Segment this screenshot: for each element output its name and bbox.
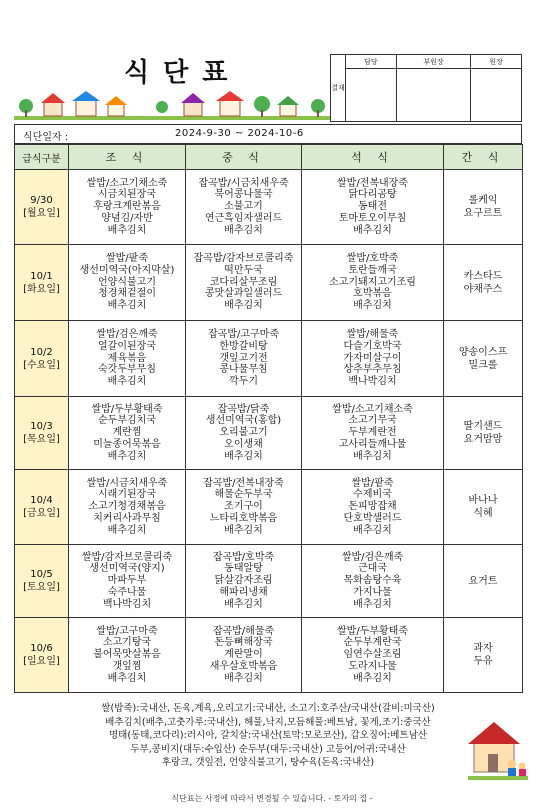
- period-row: [14, 124, 522, 144]
- day-date: 10/5: [30, 569, 53, 580]
- snack-cell: [444, 245, 523, 321]
- menu-item: 동태알탕: [224, 563, 263, 575]
- snack-cell: [444, 170, 523, 245]
- dinner-cell: [302, 470, 444, 545]
- menu-item: 계란말이: [224, 649, 263, 661]
- menu-item: 순두부계란국: [343, 637, 402, 649]
- menu-item: 쌀밥/팥죽: [351, 477, 394, 489]
- menu-item: 생선미역국(아지막살): [79, 264, 175, 276]
- menu-item: 순두부김치국: [98, 415, 156, 427]
- menu-item: 잡곡밥/시금치새우죽: [198, 177, 289, 189]
- menu-item: 생선미역국(홍합): [205, 415, 282, 427]
- day-date: 10/3: [30, 421, 53, 432]
- menu-item: 잡곡밥/해물죽: [212, 625, 275, 637]
- menu-item: 상추부추무침: [343, 364, 402, 376]
- column-header: 조 식: [69, 145, 186, 170]
- menu-item: 소고기탕국: [102, 637, 152, 649]
- day-cell: [15, 470, 69, 545]
- menu-item: 해파리냉채: [219, 586, 268, 598]
- lunch-cell: [186, 170, 302, 245]
- menu-item: 카스타드: [463, 270, 503, 282]
- menu-item: 시금치된장국: [98, 189, 156, 201]
- day-cell: [15, 545, 69, 618]
- menu-item: 쌀밥/전복내장죽: [337, 177, 408, 189]
- breakfast-cell: [69, 397, 186, 470]
- signature-cell: [396, 69, 470, 122]
- menu-item: 생선미역국(양지): [89, 563, 165, 575]
- origin-info: [14, 702, 522, 770]
- menu-item: 수제비국: [353, 489, 392, 501]
- approval-role: 담당: [346, 55, 397, 69]
- menu-item: 야채주스: [463, 283, 503, 295]
- menu-item: 과자: [473, 643, 493, 654]
- dinner-cell: [302, 170, 444, 245]
- menu-item: 시래기된장국: [98, 489, 156, 501]
- approval-box: [330, 54, 522, 122]
- menu-item: 배추김치: [353, 300, 392, 312]
- menu-item: 배추김치: [224, 672, 263, 684]
- breakfast-cell: [69, 618, 186, 693]
- menu-item: 요거트: [468, 575, 498, 587]
- menu-row: [15, 618, 523, 693]
- lunch-cell: [186, 470, 302, 545]
- lunch-cell: [186, 545, 302, 618]
- menu-item: 배추김치: [353, 224, 392, 236]
- menu-item: 닭다리곰탕: [348, 189, 397, 201]
- lunch-cell: [186, 618, 302, 693]
- menu-item: 조기구이: [224, 501, 263, 513]
- day-date: 10/2: [30, 346, 53, 358]
- menu-item: 계란찜: [112, 427, 142, 439]
- lunch-cell: [186, 321, 302, 397]
- page-title: 식단표: [124, 58, 242, 88]
- menu-item: 소고기청경채볶음: [88, 501, 166, 513]
- menu-item: 임연수살조림: [343, 649, 402, 661]
- menu-item: 배추김치: [107, 450, 147, 462]
- menu-item: 쌀밥/검은깨죽: [96, 329, 158, 340]
- menu-item: 배추김치: [353, 672, 392, 684]
- day-weekday: [화요일]: [23, 283, 60, 295]
- menu-row: [15, 321, 523, 397]
- menu-item: 두부계란전: [348, 427, 397, 439]
- origin-line: 두부,콩비지(대두:수입산) 순두부(대두:국내산) 고등어/어귀:국내산: [130, 743, 406, 755]
- menu-item: 쌀밥/검은깨죽: [341, 551, 404, 563]
- menu-item: 배추김치: [353, 598, 392, 610]
- menu-item: 호박볶음: [353, 288, 392, 300]
- day-date: 10/4: [30, 495, 53, 506]
- menu-item: 쌀밥/소고기채소죽: [332, 403, 413, 415]
- menu-item: 콩맛살과일샐러드: [204, 288, 283, 300]
- menu-item: 잡곡밥/전복내장죽: [203, 477, 284, 489]
- menu-item: 깍두기: [229, 376, 258, 388]
- menu-item: 갯잎고기전: [219, 352, 268, 364]
- menu-item: 후랑크계란볶음: [93, 201, 161, 213]
- menu-item: 배추김치: [107, 672, 147, 684]
- origin-line: 쌀(밥죽):국내산, 돈육,계육,오리고기:국내산, 소고기:호주산/국내산(갈비:미국산): [101, 703, 435, 714]
- dinner-cell: [302, 321, 444, 397]
- menu-item: 쌀밥/호박죽: [346, 253, 399, 264]
- day-weekday: [일요일]: [23, 656, 60, 667]
- dinner-cell: [302, 245, 444, 321]
- menu-row: [15, 470, 523, 545]
- snack-cell: [444, 618, 523, 693]
- signature-cell: [346, 69, 397, 122]
- day-date: 10/6: [30, 643, 53, 654]
- menu-item: 얼갈이된장국: [98, 340, 156, 352]
- menu-item: 딸기샌드: [463, 421, 503, 432]
- menu-item: 근대국: [358, 563, 387, 575]
- menu-item: 쌀밥/두부황태죽: [91, 403, 163, 415]
- lunch-cell: [186, 245, 302, 321]
- menu-item: 양념김/자반: [101, 212, 153, 224]
- snack-cell: [444, 321, 523, 397]
- day-weekday: [수요일]: [23, 359, 60, 371]
- menu-item: 미늘종어묵볶음: [93, 438, 161, 450]
- day-weekday: [금요일]: [23, 508, 60, 519]
- approval-label: 결재: [331, 55, 346, 122]
- breakfast-cell: [69, 545, 186, 618]
- menu-item: 배추김치: [224, 300, 263, 312]
- menu-item: 떡만두국: [224, 264, 263, 276]
- menu-item: 백나박김치: [102, 598, 152, 610]
- menu-item: 연근흑임자샐러드: [204, 212, 283, 224]
- menu-item: 목화솜탕수육: [343, 575, 402, 587]
- menu-item: 갯잎찜: [112, 660, 142, 672]
- menu-item: 소고기무국: [348, 415, 397, 427]
- menu-item: 요거맘맘: [463, 434, 503, 445]
- period-label: 식단일자 :: [23, 132, 69, 143]
- dinner-cell: [302, 545, 444, 618]
- menu-item: 잡곡밥/감자브로콜리죽: [193, 253, 294, 264]
- snack-cell: [444, 397, 523, 470]
- menu-item: 토란들깨국: [348, 264, 397, 276]
- menu-item: 콩나물무침: [219, 364, 268, 376]
- menu-item: 오이생채: [224, 438, 263, 450]
- menu-item: 새우살호박볶음: [209, 660, 278, 672]
- menu-item: 오리불고기: [219, 427, 268, 439]
- day-cell: [15, 397, 69, 470]
- day-cell: [15, 321, 69, 397]
- menu-item: 배추김치: [224, 224, 263, 236]
- day-weekday: [토요일]: [23, 582, 60, 593]
- origin-line: 명태(동태,코다리):러시아, 갈치살:국내산(토막:모로코산), 갑오징어:베트남산: [108, 730, 428, 742]
- menu-item: 동태전: [358, 201, 387, 213]
- menu-item: 토마토오이무침: [338, 212, 407, 224]
- menu-item: 고사리들깨나물: [338, 438, 407, 450]
- breakfast-cell: [69, 321, 186, 397]
- menu-item: 배추김치: [107, 224, 147, 236]
- snack-cell: [444, 470, 523, 545]
- menu-item: 가자미살구이: [343, 352, 402, 364]
- signature-cell: [471, 69, 522, 122]
- menu-table: [14, 144, 523, 693]
- column-header: 중 식: [186, 145, 302, 170]
- menu-header-row: [15, 145, 523, 170]
- menu-item: 잡곡밥/호박죽: [212, 551, 275, 563]
- menu-row: [15, 170, 523, 245]
- menu-item: 청경채겉절이: [98, 288, 156, 300]
- menu-item: 배추김치: [224, 524, 263, 536]
- lunch-cell: [186, 397, 302, 470]
- period-value: 2024-9-30 ~ 2024-10-6: [175, 128, 304, 139]
- menu-item: 다슬기호박국: [343, 340, 402, 352]
- menu-item: 배추김치: [353, 524, 392, 536]
- menu-item: 소고기돼지고기조림: [329, 276, 416, 288]
- breakfast-cell: [69, 170, 186, 245]
- day-weekday: [월요일]: [23, 208, 60, 219]
- menu-row: [15, 545, 523, 618]
- menu-item: 소불고기: [224, 201, 263, 213]
- menu-item: 배추김치: [224, 598, 263, 610]
- menu-item: 양송이스프: [458, 346, 508, 358]
- menu-row: [15, 245, 523, 321]
- menu-item: 돈등뼈해장국: [214, 637, 273, 649]
- menu-item: 백나박김치: [348, 376, 397, 388]
- header: [14, 52, 330, 120]
- menu-item: 배추김치: [353, 450, 392, 462]
- dinner-cell: [302, 618, 444, 693]
- dinner-cell: [302, 397, 444, 470]
- menu-item: 제육볶음: [107, 352, 147, 364]
- day-cell: [15, 245, 69, 321]
- menu-item: 배추김치: [224, 450, 263, 462]
- breakfast-cell: [69, 470, 186, 545]
- day-date: 10/1: [30, 270, 53, 282]
- origin-line: 후랑크, 갯잎전, 언양식불고기, 탕수육(돈육:국내산): [161, 757, 375, 769]
- menu-item: 배추김치: [107, 524, 147, 536]
- menu-row: [15, 397, 523, 470]
- menu-item: 코다리살무조림: [209, 276, 278, 288]
- menu-item: 롤케익: [468, 195, 498, 206]
- menu-item: 쌀밥/고구마죽: [96, 625, 158, 637]
- day-weekday: [목요일]: [23, 434, 60, 445]
- menu-item: 잡곡밥/고구마죽: [208, 329, 279, 340]
- menu-item: 불어묵맛살볶음: [93, 649, 161, 661]
- column-header: 간 식: [444, 145, 523, 170]
- menu-item: 한방갈비탕: [219, 340, 268, 352]
- menu-item: 두유: [473, 656, 493, 667]
- menu-item: 쌀밥/시금치새우죽: [86, 477, 168, 489]
- menu-item: 닭살감자조림: [214, 575, 273, 587]
- menu-item: 밀크롤: [468, 359, 498, 371]
- menu-item: 숙주나물: [107, 586, 147, 598]
- menu-item: 배추김치: [107, 300, 147, 312]
- menu-item: 단호박샐러드: [343, 512, 402, 524]
- day-cell: [15, 170, 69, 245]
- menu-item: 바나나: [468, 495, 498, 506]
- origin-line: 배추김치(배추,고춧가루:국내산), 해물,낙지,모듬해물:베트남, 꽃게,조기:중국산: [105, 716, 431, 728]
- column-header: 석 식: [302, 145, 444, 170]
- menu-item: 북어콩나물국: [214, 189, 273, 201]
- menu-item: 요구르트: [463, 208, 503, 219]
- menu-item: 숙갓두부무침: [98, 364, 156, 376]
- village-illustration: [14, 88, 330, 120]
- menu-item: 가지나물: [353, 586, 392, 598]
- menu-item: 도라지나물: [348, 660, 397, 672]
- menu-item: 느타리호박볶음: [209, 512, 278, 524]
- column-header: 급식구분: [15, 145, 69, 170]
- menu-item: 쌀밥/두부황태죽: [337, 625, 408, 637]
- menu-item: 해물순두부국: [214, 489, 273, 501]
- breakfast-cell: [69, 245, 186, 321]
- menu-item: 식혜: [473, 508, 493, 519]
- approval-role: 부원장: [396, 55, 470, 69]
- menu-item: 언양식불고기: [98, 276, 156, 288]
- menu-item: 잡곡밥/닭죽: [217, 403, 270, 415]
- day-date: 9/30: [30, 195, 53, 206]
- menu-item: 쌀밥/소고기채소죽: [86, 177, 168, 189]
- menu-item: 쌀밥/감자브로콜리죽: [81, 551, 173, 563]
- menu-item: 쌀밥/팥죽: [105, 253, 148, 264]
- snack-cell: [444, 545, 523, 618]
- day-cell: [15, 618, 69, 693]
- menu-item: 쌀밥/해물죽: [346, 329, 399, 340]
- menu-item: 치커리사과무침: [93, 512, 161, 524]
- footer-note: 식단표는 사정에 따라서 변경될 수 있습니다. - 토자의 집 -: [171, 794, 373, 803]
- menu-item: 마파두부: [107, 575, 147, 587]
- menu-item: 돈피망잡채: [348, 501, 397, 513]
- menu-item: 배추김치: [107, 376, 147, 388]
- approval-role: 원장: [471, 55, 522, 69]
